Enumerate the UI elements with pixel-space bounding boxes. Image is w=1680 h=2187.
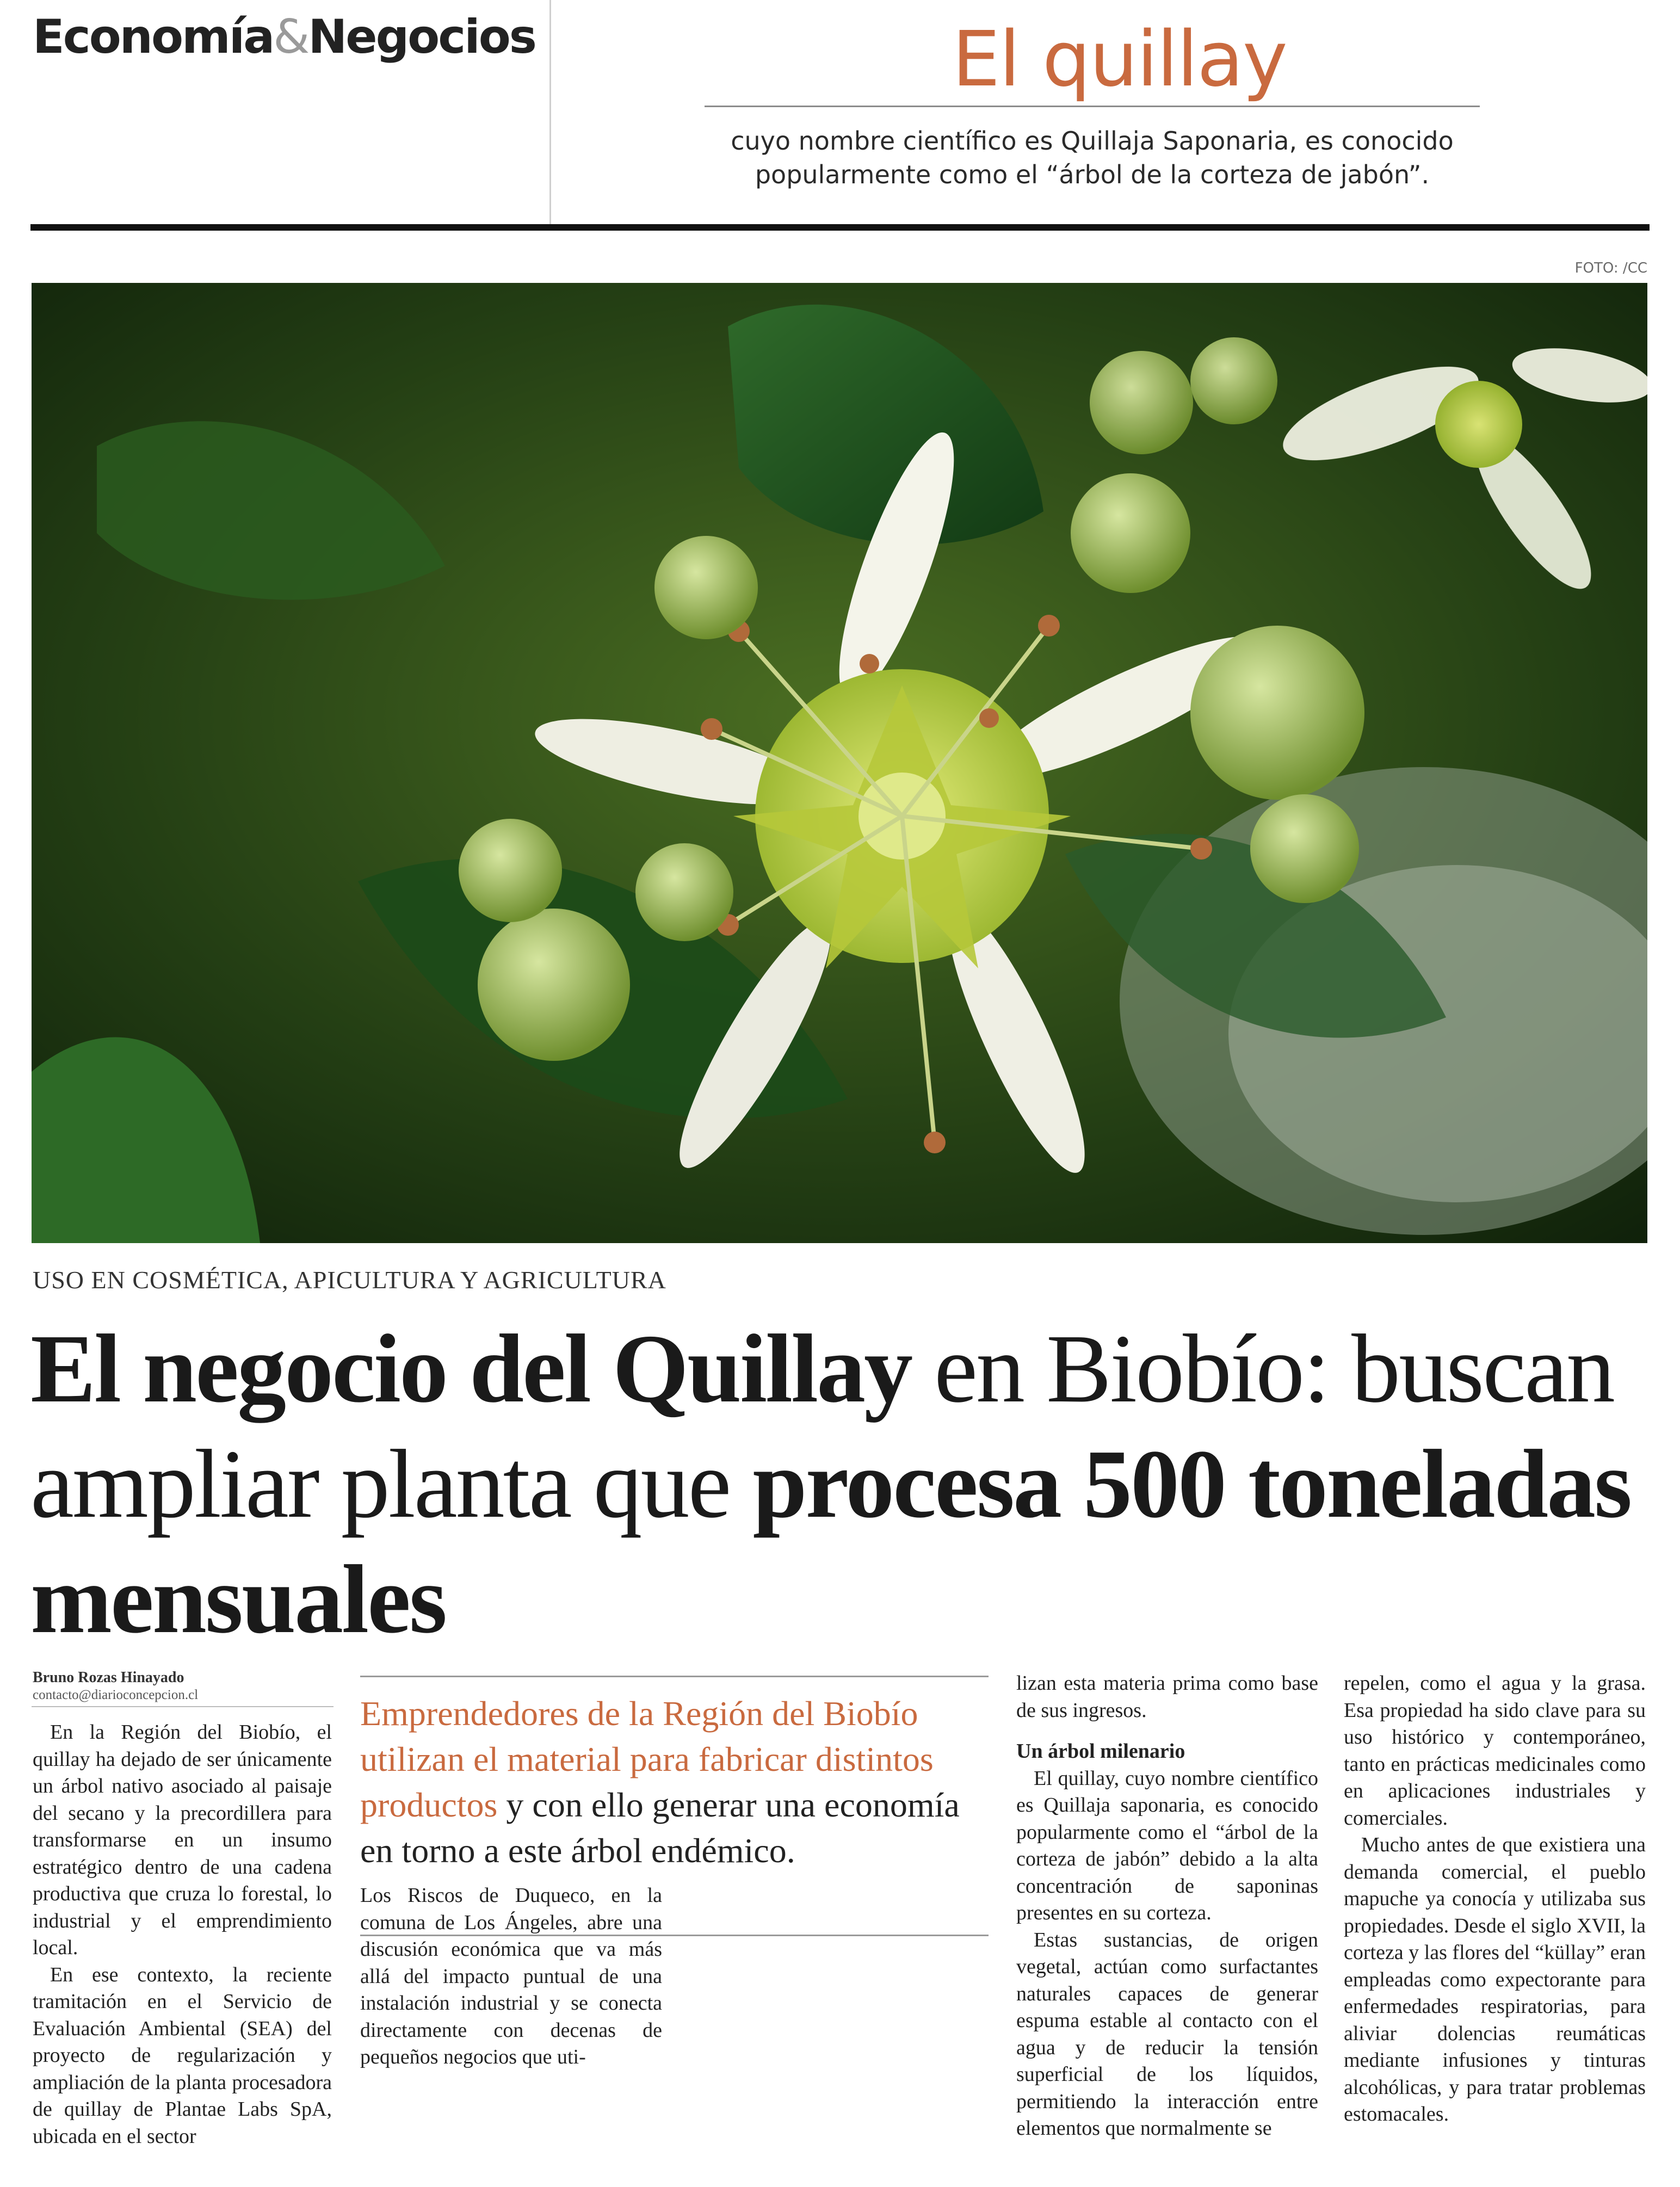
- section-title-ampersand: &: [273, 10, 308, 64]
- feature-subtitle: cuyo nombre científico es Quillaja Saponaria, es conocido popularmente como el “árbol de la corteza de jabón”.: [731, 126, 1454, 189]
- subhead: Un árbol milenario: [1016, 1740, 1185, 1763]
- masthead-divider: [549, 0, 551, 224]
- body-paragraph: El quillay, cuyo nombre científico es Quillaja saponaria, es conocido popularmente como el “árbol de la corteza de jabón” debido a la alta concentración de saponinas presentes en su corteza.: [1016, 1766, 1318, 1924]
- section-title-part1: Economía: [33, 10, 274, 64]
- feature-title: El quillay: [952, 15, 1287, 104]
- author-email[interactable]: contacto@diarioconcepcion.cl: [33, 1688, 199, 1702]
- headline-regular: en Biobío: buscan ampliar planta que: [30, 1314, 1614, 1538]
- article-headline: [30, 1311, 1641, 1657]
- pullquote: [360, 1691, 989, 1874]
- article-column-4: [1344, 1670, 1646, 2128]
- header-rule: [30, 224, 1650, 231]
- article-kicker: USO EN COSMÉTICA, APICULTURA Y AGRICULTURA: [33, 1266, 666, 1294]
- byline-rule: [32, 1706, 333, 1707]
- headline-bold-2: procesa 500 toneladas mensuales: [30, 1430, 1631, 1653]
- pullquote-rule-top: [360, 1676, 989, 1677]
- section-title: [33, 10, 535, 64]
- headline-bold-1: El negocio del Quillay: [30, 1314, 912, 1423]
- body-paragraph: En la Región del Biobío, el quillay ha dejado de ser únicamente un árbol nativo asociado al paisaje del secano y la precordillera para transformarse en un insumo estratégico dentro de una cadena productiva que cruza lo forestal, lo industrial y el emprendimiento local.: [33, 1721, 332, 1959]
- body-paragraph: repelen, como el agua y la grasa. Esa propiedad ha sido clave para su uso histórico y contemporáneo, tanto en prácticas medicinales como en aplicaciones industriales y comerciales.: [1344, 1672, 1646, 1830]
- article-column-2: [360, 1882, 662, 2071]
- feature-title-rule: [705, 106, 1480, 107]
- photo-credit: FOTO: /CC: [1574, 260, 1647, 276]
- pullquote-rest: y con ello generar una economía en torno a este árbol endémico.: [360, 1786, 960, 1870]
- quillay-flower-photo: [32, 283, 1647, 1243]
- body-paragraph: Los Riscos de Duqueco, en la comuna de Los Ángeles, abre una discusión económica que va más allá del impacto puntual de una instalación industrial y se conecta directamente con decenas de pequeños negocios que uti-: [360, 1884, 662, 2068]
- pullquote-accent: Emprendedores de la Región del Biobío utilizan el material para fabricar distintos productos: [360, 1694, 934, 1824]
- body-paragraph: En ese contexto, la reciente tramitación en el Servicio de Evaluación Ambiental (SEA) del proyecto de regularización y ampliación de la planta procesadora de quillay de Plantae Labs SpA, ubicada en el sector: [33, 1963, 332, 2148]
- article-column-3: [1016, 1670, 1318, 2142]
- author-name: Bruno Rozas Hinayado: [33, 1669, 184, 1686]
- body-paragraph: Estas sustancias, de origen vegetal, actúan como surfactantes naturales capaces de generar espuma estable al contacto con el agua y de reducir la tensión superficial de los líquidos, permitiendo la interacción entre elementos que normalmente se: [1016, 1928, 1318, 2140]
- article-column-1: [33, 1719, 332, 2150]
- body-paragraph: Mucho antes de que existiera una demanda comercial, el pueblo mapuche ya conocía y utilizaba sus propiedades. Desde el siglo XVII, la corteza y las flores del “küllay” eran empleadas como expectorante para enfermedades respiratorias, para aliviar dolencias reumáticas mediante infusiones y tinturas alcohólicas, y para tratar problemas estomacales.: [1344, 1833, 1646, 2126]
- section-title-part2: Negocios: [308, 10, 535, 64]
- body-paragraph: lizan esta materia prima como base de sus ingresos.: [1016, 1672, 1318, 1722]
